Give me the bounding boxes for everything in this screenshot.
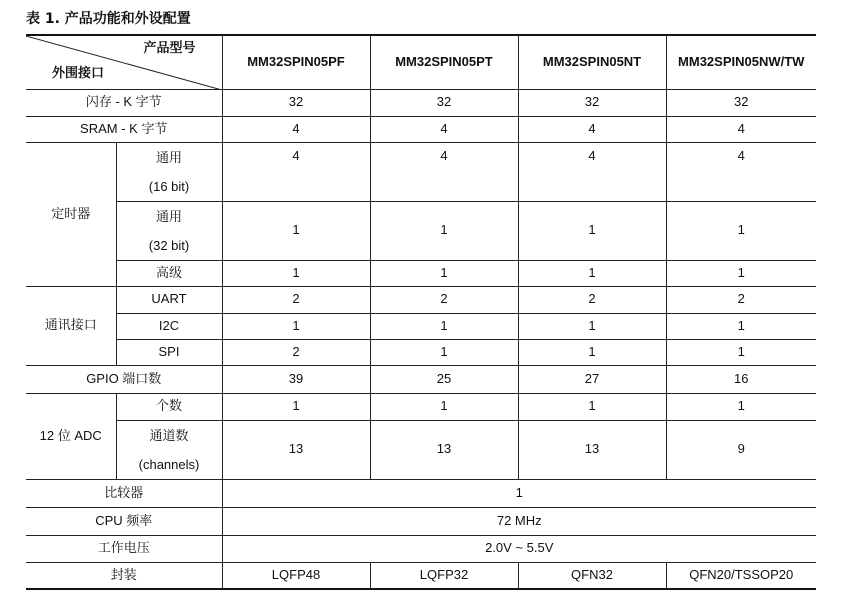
label-line: 通道数 [149,427,189,443]
label-line: 通用 [155,208,182,224]
group-label-timer: 定时器 [26,142,116,286]
cell-value: 1 [370,339,518,365]
corner-label-model: 产品型号 [143,40,196,55]
cell-value: 1 [222,393,370,420]
table-row [26,507,816,535]
cell-value: 32 [222,89,370,116]
cell-value: 1 [518,313,666,339]
table-row [26,535,816,562]
cell-value: 27 [518,365,666,393]
cell-value: 4 [666,142,816,201]
row-label-comparator: 比较器 [26,479,222,507]
table-row [26,313,816,339]
cell-value: 1 [222,313,370,339]
product-feature-table [26,34,816,590]
cell-value: 1 [222,479,816,507]
cell-value: 2 [222,286,370,313]
model-header: MM32SPIN05PT [370,35,518,89]
cell-value: 13 [518,420,666,479]
cell-value: 2.0V ~ 5.5V [222,535,816,562]
cell-value: 2 [518,286,666,313]
cell-value: 2 [666,286,816,313]
cell-value: 1 [666,201,816,260]
table-row [26,393,816,420]
table-row [26,142,816,201]
row-label-i2c: I2C [116,313,222,339]
cell-value: 4 [222,142,370,201]
table-row [26,479,816,507]
table-row [26,562,816,589]
cell-value: 32 [666,89,816,116]
cell-value: 1 [222,260,370,286]
group-label-adc: 12 位 ADC [26,393,116,479]
row-label-timer-16bit [116,142,222,201]
cell-value: 4 [518,116,666,142]
group-label-comm: 通讯接口 [26,286,116,365]
cell-value: 4 [370,142,518,201]
cell-value: 1 [666,260,816,286]
header-row [26,35,816,89]
row-label-flash: 闪存 - K 字节 [26,89,222,116]
table-row [26,89,816,116]
row-label-timer-32bit [116,201,222,260]
label-line: (32 bit) [148,237,190,253]
cell-value: 4 [370,116,518,142]
diagonal-header-cell [26,35,222,89]
model-header: MM32SPIN05PF [222,35,370,89]
table-row [26,201,816,260]
label-line: (channels) [138,456,200,472]
cell-value: QFN20/TSSOP20 [666,562,816,589]
row-label-adc-channels [116,420,222,479]
row-label-package: 封装 [26,562,222,589]
cell-value: 16 [666,365,816,393]
cell-value: LQFP32 [370,562,518,589]
cell-value: 32 [518,89,666,116]
cell-value: 1 [518,339,666,365]
cell-value: 32 [370,89,518,116]
cell-value: 13 [222,420,370,479]
cell-value: 1 [370,201,518,260]
row-label-cpu-frequency: CPU 频率 [26,507,222,535]
cell-value: 39 [222,365,370,393]
table-row [26,339,816,365]
cell-value: 1 [370,260,518,286]
cell-value: 1 [518,393,666,420]
cell-value: 72 MHz [222,507,816,535]
cell-value: 4 [222,116,370,142]
cell-value: 25 [370,365,518,393]
cell-value: 1 [370,393,518,420]
corner-label-peripheral: 外围接口 [52,64,105,80]
cell-value: 1 [370,313,518,339]
cell-value: 4 [518,142,666,201]
cell-value: 1 [518,260,666,286]
row-label-timer-advanced: 高级 [116,260,222,286]
row-label-gpio: GPIO 端口数 [26,365,222,393]
cell-value: QFN32 [518,562,666,589]
table-row [26,286,816,313]
cell-value: LQFP48 [222,562,370,589]
table-row [26,260,816,286]
cell-value: 1 [518,201,666,260]
cell-value: 1 [666,393,816,420]
cell-value: 4 [666,116,816,142]
table-row [26,420,816,479]
row-label-uart: UART [116,286,222,313]
cell-value: 9 [666,420,816,479]
label-line: 通用 [155,149,182,165]
row-label-voltage: 工作电压 [26,535,222,562]
table-caption: 表 1. 产品功能和外设配置 [26,11,191,27]
table-row [26,116,816,142]
cell-value: 1 [666,339,816,365]
cell-value: 1 [222,201,370,260]
model-header: MM32SPIN05NT [518,35,666,89]
cell-value: 1 [666,313,816,339]
cell-value: 2 [222,339,370,365]
cell-value: 2 [370,286,518,313]
cell-value: 13 [370,420,518,479]
model-header: MM32SPIN05NW/TW [666,35,816,89]
table-row [26,365,816,393]
row-label-adc-count: 个数 [116,393,222,420]
row-label-spi: SPI [116,339,222,365]
label-line: (16 bit) [148,178,190,194]
row-label-sram: SRAM - K 字节 [26,116,222,142]
